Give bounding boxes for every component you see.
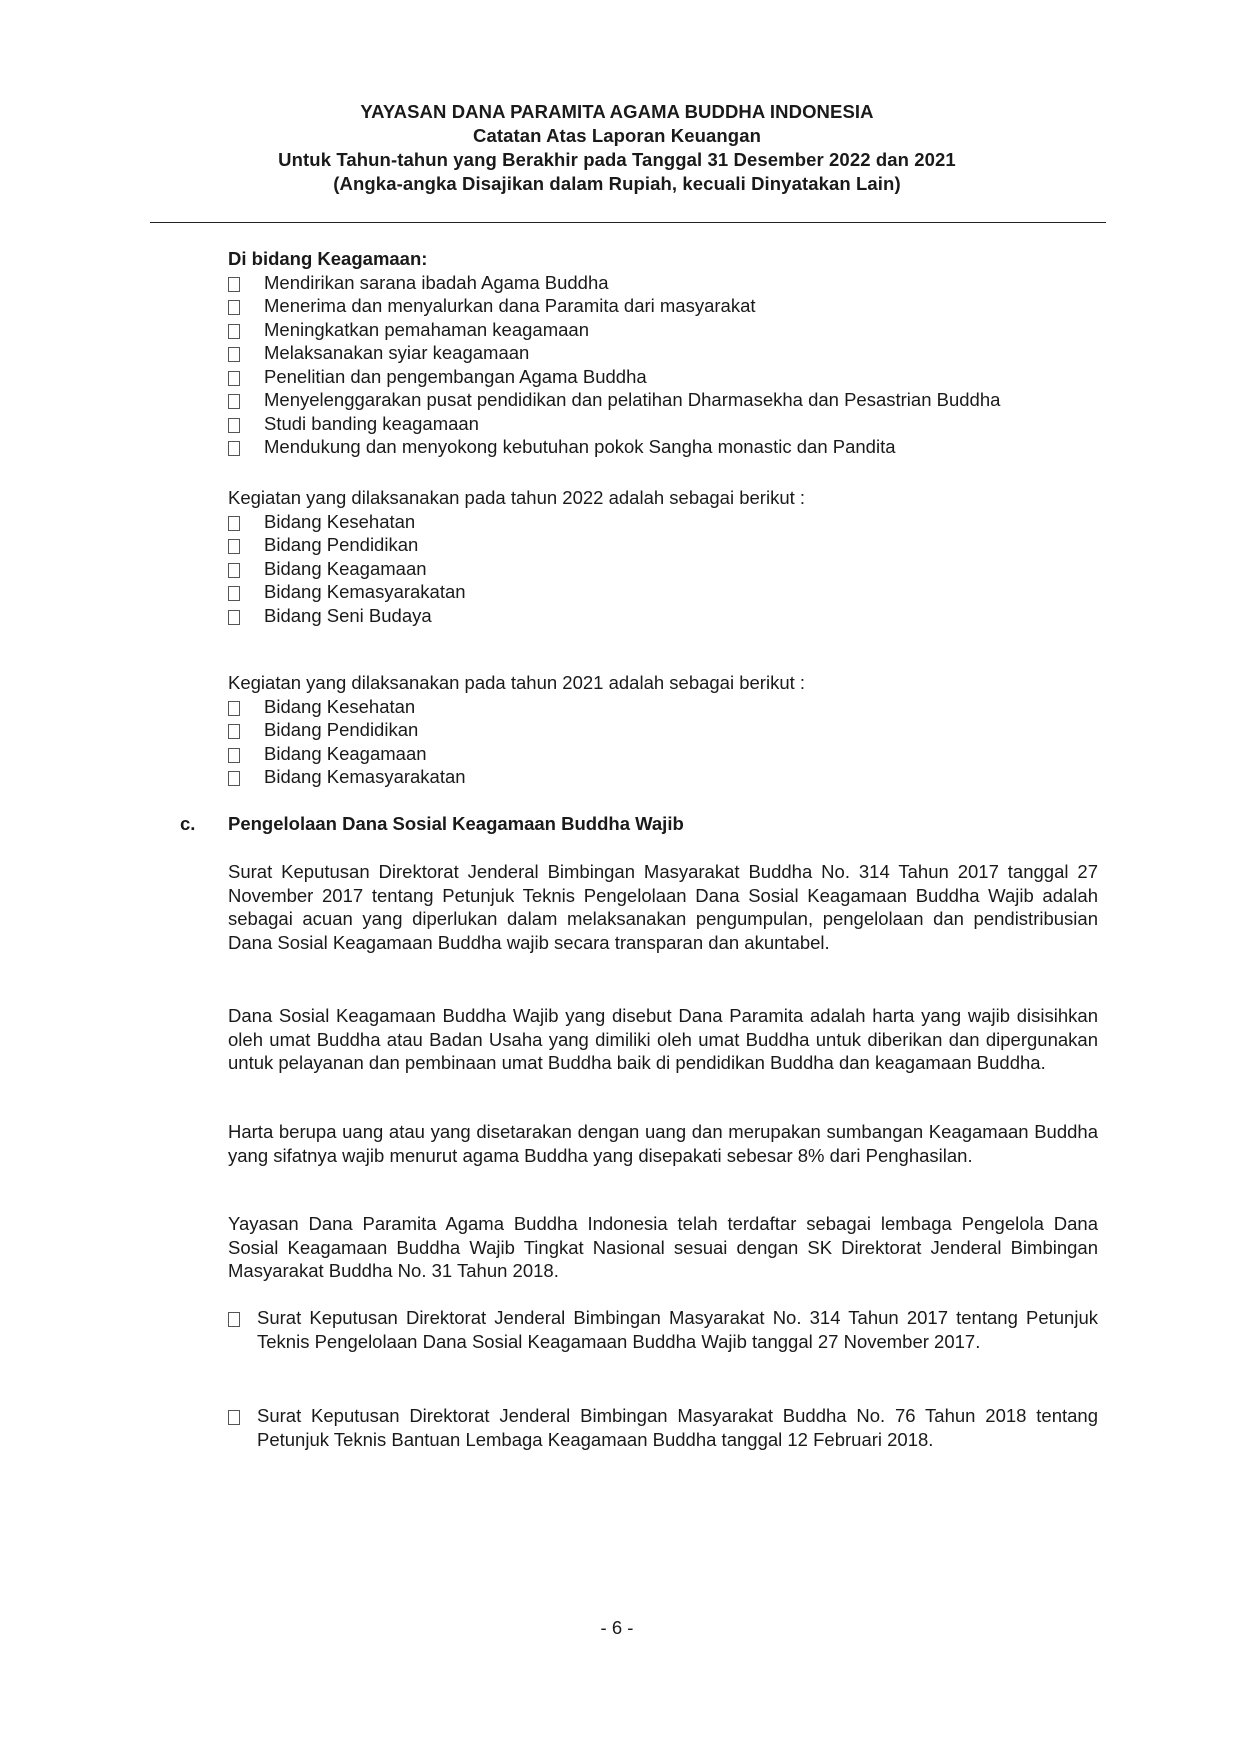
keagamaan-section [228,247,1098,459]
header-divider [150,222,1106,223]
org-name: YAYASAN DANA PARAMITA AGAMA BUDDHA INDONESIA [360,101,874,122]
paragraph: Yayasan Dana Paramita Agama Buddha Indonesia telah terdaftar sebagai lembaga Pengelola Dana Sosial Keagamaan Buddha Wajib Tingkat Nasional sesuai dengan SK Direktorat Jenderal Bimbingan Masyarakat Buddha No. 31 Tahun 2018. [228,1213,1098,1281]
activities-2021 [228,671,1098,789]
keagamaan-heading: Di bidang Keagamaan: [228,248,428,269]
section-letter: c. [180,813,196,834]
activities-2022 [228,486,1098,627]
paragraph: Surat Keputusan Direktorat Jenderal Bimbingan Masyarakat Buddha No. 314 Tahun 2017 tanggal 27 November 2017 tentang Petunjuk Teknis Pengelolaan Dana Sosial Keagamaan Buddha Wajib adalah sebagai acuan yang diperlukan dalam melaksanakan pengumpulan, pengelolaan dan pendistribusian Dana Sosial Keagamaan Buddha wajib secara transparan dan akuntabel. [228,861,1098,953]
list-item: Studi banding keagamaan [228,412,1098,436]
page-number: - 6 - [600,1617,634,1638]
list-item: Meningkatkan pemahaman keagamaan [228,318,1098,342]
list-item: Mendirikan sarana ibadah Agama Buddha [228,271,1098,295]
list-item: Penelitian dan pengembangan Agama Buddha [228,365,1098,389]
list-item: Mendukung dan menyokong kebutuhan pokok Sangha monastic dan Pandita [228,435,1098,459]
activities-2022-intro: Kegiatan yang dilaksanakan pada tahun 2022 adalah sebagai berikut : [228,487,806,508]
checkbox-bullet-icon [228,1312,240,1327]
checkbox-bullet-icon [228,394,240,409]
list-item: Bidang Seni Budaya [228,604,1098,628]
checkbox-bullet-icon [228,347,240,362]
list-item: Bidang Kemasyarakatan [228,765,1098,789]
report-title: Catatan Atas Laporan Keuangan [473,125,761,146]
list-item: Menyelenggarakan pusat pendidikan dan pelatihan Dharmasekha dan Pesastrian Buddha [228,388,1098,412]
reference-item: Surat Keputusan Direktorat Jenderal Bimbingan Masyarakat Buddha No. 76 Tahun 2018 tentang Petunjuk Teknis Bantuan Lembaga Keagamaan Buddha tanggal 12 Februari 2018. [228,1404,1098,1451]
checkbox-bullet-icon [228,300,240,315]
list-item: Menerima dan menyalurkan dana Paramita dari masyarakat [228,294,1098,318]
paragraph: Dana Sosial Keagamaan Buddha Wajib yang disebut Dana Paramita adalah harta yang wajib disisihkan oleh umat Buddha atau Badan Usaha yang dimiliki oleh umat Buddha untuk diberikan dan dipergunakan untuk pelayanan dan pembinaan umat Buddha baik di pendidikan Buddha dan keagamaan Buddha. [228,1005,1098,1073]
checkbox-bullet-icon [228,539,240,554]
report-period: Untuk Tahun-tahun yang Berakhir pada Tanggal 31 Desember 2022 dan 2021 [278,149,956,170]
activities-2021-intro: Kegiatan yang dilaksanakan pada tahun 2021 adalah sebagai berikut : [228,672,806,693]
paragraph: Harta berupa uang atau yang disetarakan dengan uang dan merupakan sumbangan Keagamaan Buddha yang sifatnya wajib menurut agama Buddha yang disepakati sebesar 8% dari Penghasilan. [228,1121,1098,1166]
checkbox-bullet-icon [228,586,240,601]
checkbox-bullet-icon [228,277,240,292]
checkbox-bullet-icon [228,418,240,433]
list-item: Melaksanakan syiar keagamaan [228,341,1098,365]
list-item: Bidang Keagamaan [228,557,1098,581]
checkbox-bullet-icon [228,724,240,739]
checkbox-bullet-icon [228,324,240,339]
list-item: Bidang Kesehatan [228,695,1098,719]
currency-note: (Angka-angka Disajikan dalam Rupiah, kecuali Dinyatakan Lain) [333,173,901,194]
checkbox-bullet-icon [228,1410,240,1425]
list-item: Bidang Pendidikan [228,533,1098,557]
list-item: Bidang Keagamaan [228,742,1098,766]
section-title: Pengelolaan Dana Sosial Keagamaan Buddha Wajib [228,813,684,834]
document-header [0,100,1234,196]
reference-item: Surat Keputusan Direktorat Jenderal Bimbingan Masyarakat No. 314 Tahun 2017 tentang Petunjuk Teknis Pengelolaan Dana Sosial Keagamaan Buddha Wajib tanggal 27 November 2017. [228,1306,1098,1353]
checkbox-bullet-icon [228,771,240,786]
checkbox-bullet-icon [228,610,240,625]
checkbox-bullet-icon [228,701,240,716]
list-item: Bidang Kesehatan [228,510,1098,534]
checkbox-bullet-icon [228,371,240,386]
list-item: Bidang Pendidikan [228,718,1098,742]
checkbox-bullet-icon [228,441,240,456]
section-c-heading [180,813,684,835]
checkbox-bullet-icon [228,516,240,531]
list-item: Bidang Kemasyarakatan [228,580,1098,604]
checkbox-bullet-icon [228,563,240,578]
checkbox-bullet-icon [228,748,240,763]
